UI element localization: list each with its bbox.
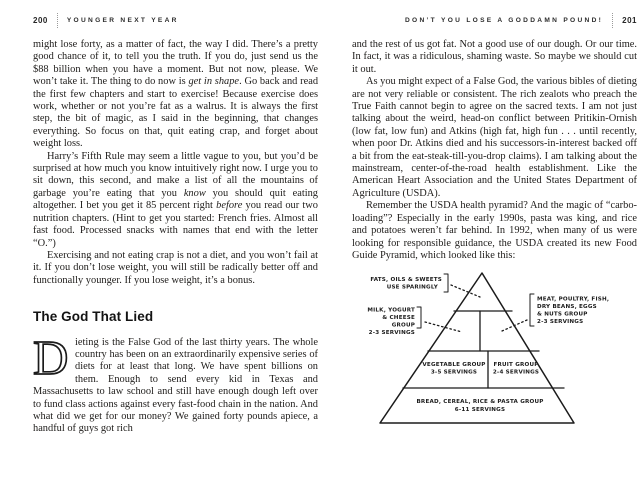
italic-phrase: before — [216, 200, 243, 212]
right-page — [352, 13, 637, 438]
fats-leader-line — [451, 285, 480, 297]
paragraph — [33, 151, 318, 250]
milk-label-line: 2-3 SERVINGS — [368, 330, 415, 337]
paragraph-text: ieting is the False God of the last thirty years. The whole country has been on an extraordinarily expensive series of diets for at least that long. We have spent billions on them. Enough to send every kid in Texas and Massachusetts to law school and still have enough dough left over to fund class actions against every fast-food chain in the nation. And what did we get for our money? We gained forty pounds apiece, a handful of guys got rich — [33, 336, 318, 435]
meat-bracket — [530, 294, 534, 326]
drop-cap — [33, 339, 70, 376]
meat-label-line: MEAT, POULTRY, FISH, — [537, 296, 610, 303]
vegetable-label-line: 3-5 SERVINGS — [430, 369, 478, 376]
italic-phrase: know — [183, 187, 206, 199]
left-page-number: 200 — [33, 16, 48, 25]
paragraph: Exercising and not eating crap is not a diet, and you won’t fail at it. If you don’t lose weight, you will still be radically better off and functionally younger. If you lose weight, it’s a bonus. — [33, 249, 318, 286]
fats-label-line: USE SPARINGLY — [386, 284, 438, 291]
right-page-number: 201 — [622, 16, 637, 25]
meat-label-line: DRY BEANS, EGGS — [537, 304, 597, 311]
paragraph — [33, 39, 318, 151]
paragraph: As you might expect of a False God, the various bibles of dieting are not very reliable or consistent. The rich zealots who preach the True Faith cannot begin to agree on the sacred texts. I am not just talking about the weird, head-on conflict between Pritikin-Ornish (low fat, low fun) and Atkins (high fat, high fun . . . until recently, when poor Dr. Atkins died and his successors-in-interest backed off a bit from the eat-steak-till-you-drop claims). I am talking about the mainstream, center-of-the-road health establishment. Like the American Heart Association and the United States Department of Agriculture (USDA). — [352, 76, 637, 199]
left-page-body — [33, 39, 318, 436]
paragraph: and the rest of us got fat. Not a good use of our dough. Or our time. In fact, it was a ridiculous, shaming waste. So maybe we should cut it out. — [352, 39, 637, 75]
milk-label-line: MILK, YOGURT — [367, 307, 415, 314]
milk-label-line: & CHEESE — [382, 315, 415, 322]
meat-label-line: & NUTS GROUP — [537, 311, 588, 318]
right-page-body — [352, 39, 637, 438]
section-heading: The God That Lied — [33, 309, 154, 325]
left-running-title: YOUNGER NEXT YEAR — [66, 17, 179, 24]
paragraph-text: you should quit eating altogether. I bet you get it 85 percent right — [33, 187, 318, 212]
food-pyramid-diagram — [352, 266, 637, 438]
paragraph — [33, 337, 318, 436]
meat-label-line: 2-3 SERVINGS — [537, 319, 584, 326]
fats-bracket — [444, 274, 448, 292]
left-page-header — [33, 13, 318, 28]
paragraph-text: you read our two nutrition chapters. (Hint to get you started: French fries. Almost all fast food. Processed snacks with names that end with the letter “O.”) — [33, 200, 318, 249]
right-page-header — [352, 13, 637, 28]
paragraph: Remember the USDA health pyramid? And the magic of “carbo-loading”? Especially in the early 1990s, pasta was king, and rice and potatoes weren’t far behind. In 1992, when many of us were looking for responsible guidance, the USDA created its new Food Guide Pyramid, which looked like this: — [352, 200, 637, 261]
paragraph-text: Harry’s Fifth Rule may seem a little vague to you, but you’d be surprised at how much you know intuitively right now. I urge you to sit down, this second, and make a list of all the mountains of garbage you’re eating that you — [33, 150, 318, 199]
meat-leader-line — [502, 320, 527, 331]
vegetable-label-line: VEGETABLE GROUP — [422, 362, 486, 369]
milk-label-line: GROUP — [391, 322, 415, 329]
fats-label-line: FATS, OILS & SWEETS — [370, 277, 442, 284]
header-divider — [612, 13, 613, 28]
left-page — [33, 13, 318, 436]
drop-cap-letter: D — [33, 338, 69, 376]
header-divider — [57, 13, 58, 28]
paragraph-text: . Go back and read the first few chapters and start to exercise! Because exercise does work, whether or not you’re fat as a walrus. It is always the first step, the bit of magic, as I said in the beginning, that changes everything. So focus on that, quit eating crap, and forget about weight loss. — [33, 76, 319, 150]
bread-label-line: 6-11 SERVINGS — [454, 407, 506, 414]
italic-phrase: get in shape — [188, 76, 240, 88]
milk-bracket — [417, 307, 421, 328]
fruit-label-line: 2-4 SERVINGS — [492, 369, 540, 376]
fruit-label-line: FRUIT GROUP — [493, 362, 539, 369]
right-running-title: DON’T YOU LOSE A GODDAMN POUND! — [404, 17, 604, 24]
paragraph-text: might lose forty, as a matter of fact, the way I did. There’s a pretty good chance of it, to tell you the truth. If you do, just send us the $88 billion when you have a moment. But not now, please. We won’t take it. The thing to do now is — [33, 39, 318, 88]
bread-label-line: BREAD, CEREAL, RICE & PASTA GROUP — [416, 399, 544, 406]
